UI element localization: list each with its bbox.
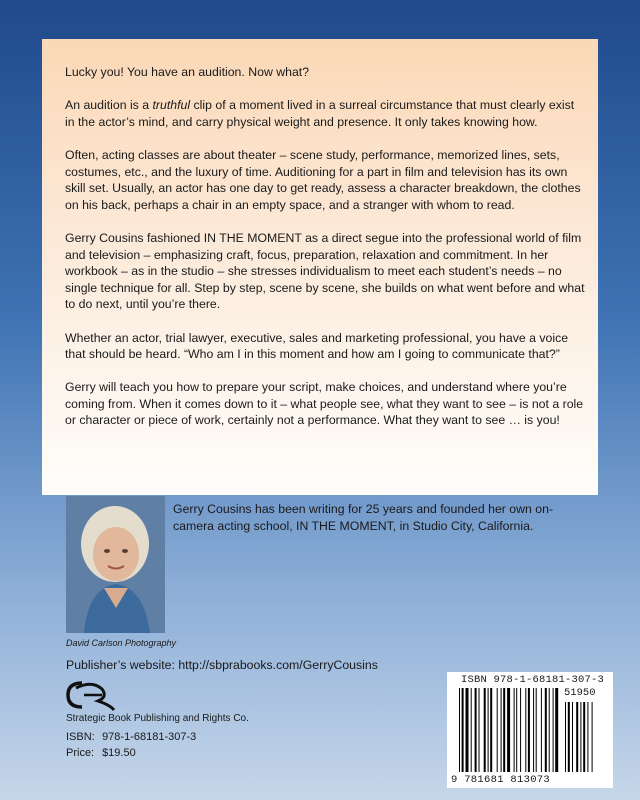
barcode-addon-bar: [580, 702, 581, 772]
isbn-barcode: [447, 672, 613, 788]
barcode-digits: 9 781681 813073: [451, 774, 551, 786]
barcode-bar: [520, 688, 521, 772]
isbn-value: 978-1-68181-307-3: [102, 731, 197, 743]
blurb-paragraph-5: Whether an actor, trial lawyer, executive, sales and marketing professional, you have a voice that should be heard. “Who am I in this moment and how am I going to communicate that?”: [65, 330, 569, 362]
photo-credit: David Carlson Photography: [66, 638, 177, 648]
barcode-addon-bar: [587, 702, 588, 772]
barcode-bar: [488, 688, 489, 772]
barcode-bar: [545, 688, 547, 772]
barcode-bar: [497, 688, 498, 772]
barcode-addon-bar: [565, 702, 566, 772]
barcode-bar: [471, 688, 472, 772]
barcode-bar: [462, 688, 464, 772]
blurb-text: An audition is a: [65, 98, 153, 113]
isbn-line: [66, 731, 196, 743]
price-line: [66, 747, 136, 759]
barcode-addon-bar: [568, 702, 570, 772]
blurb-paragraph-3: Often, acting classes are about theater – scene study, performance, memorized lines, sets, costumes, etc., and the luxury of time. Auditioning for a part in film and television has its own skill set. Usually, an actor has one day to get ready, assess a character breakdown, the clothes on his back, perhaps a chair in an empty space, and a stranger with whom to read.: [65, 147, 581, 212]
isbn-label: ISBN:: [66, 731, 95, 743]
blurb-paragraph-6: Gerry will teach you how to prepare your script, make choices, and understand where you’re coming from. When it comes down to it – what people see, what they want to see – is not a role or character or piece of work, certainly not a performance. What they want to see … is you!: [65, 380, 584, 428]
barcode-bar: [466, 688, 469, 772]
barcode-bar: [516, 688, 517, 772]
barcode-bar: [525, 688, 526, 772]
barcode-bar: [501, 688, 502, 772]
barcode-bar: [549, 688, 550, 772]
barcode-bar: [555, 688, 558, 772]
blurb-paragraph-2: [65, 97, 585, 130]
back-cover-blurb: [65, 64, 585, 446]
barcode-bar: [514, 688, 515, 772]
blurb-text: clip of a moment lived in a surreal circumstance that must clearly exist in the actor’s mind, and carry physical weight and presence. It only takes knowing how.: [65, 98, 575, 129]
barcode-bar: [490, 688, 492, 772]
publisher-website: Publisher’s website: http://sbprabooks.com/GerryCousins: [66, 658, 378, 672]
barcode-bar: [475, 688, 477, 772]
barcode-bar: [528, 688, 530, 772]
barcode-bar: [507, 688, 510, 772]
blurb-paragraph-1: Lucky you! You have an audition. Now what?: [65, 65, 310, 79]
blurb-emphasis: truthful: [152, 98, 191, 113]
barcode-bar: [503, 688, 505, 772]
barcode-addon-bar: [592, 702, 593, 772]
barcode-bar: [533, 688, 534, 772]
barcode-addon-bar: [576, 702, 578, 772]
barcode-bar: [459, 688, 460, 772]
barcode-bar: [553, 688, 554, 772]
barcode-bar: [484, 688, 486, 772]
barcode-bar: [541, 688, 542, 772]
barcode-addon-bar: [583, 702, 585, 772]
barcode-isbn-text: ISBN 978-1-68181-307-3: [461, 674, 605, 686]
barcode-bar: [536, 688, 537, 772]
barcode-bars: [447, 686, 613, 776]
barcode-addon-bar: [572, 702, 573, 772]
barcode-bar: [479, 688, 480, 772]
publisher-name: Strategic Book Publishing and Rights Co.: [66, 713, 249, 724]
price-value: $19.50: [102, 747, 136, 759]
publisher-logo: [62, 677, 118, 713]
blurb-paragraph-4: Gerry Cousins fashioned IN THE MOMENT as a direct segue into the professional world of film and television – emphasizing craft, focus, preparation, relaxation and commitment. In her workbook – as in the studio – she stresses individualism to meet each student’s needs – no single technique for all. Step by step, scene by scene, she builds on what went before and what to do next, until you’re there.: [65, 230, 585, 312]
author-photo: [66, 496, 165, 633]
barcode-price-code: 51950: [564, 687, 596, 699]
author-bio: Gerry Cousins has been writing for 25 years and founded her own on-camera acting school, IN THE MOMENT, in Studio City, California.: [173, 502, 554, 533]
price-label: Price:: [66, 747, 95, 759]
